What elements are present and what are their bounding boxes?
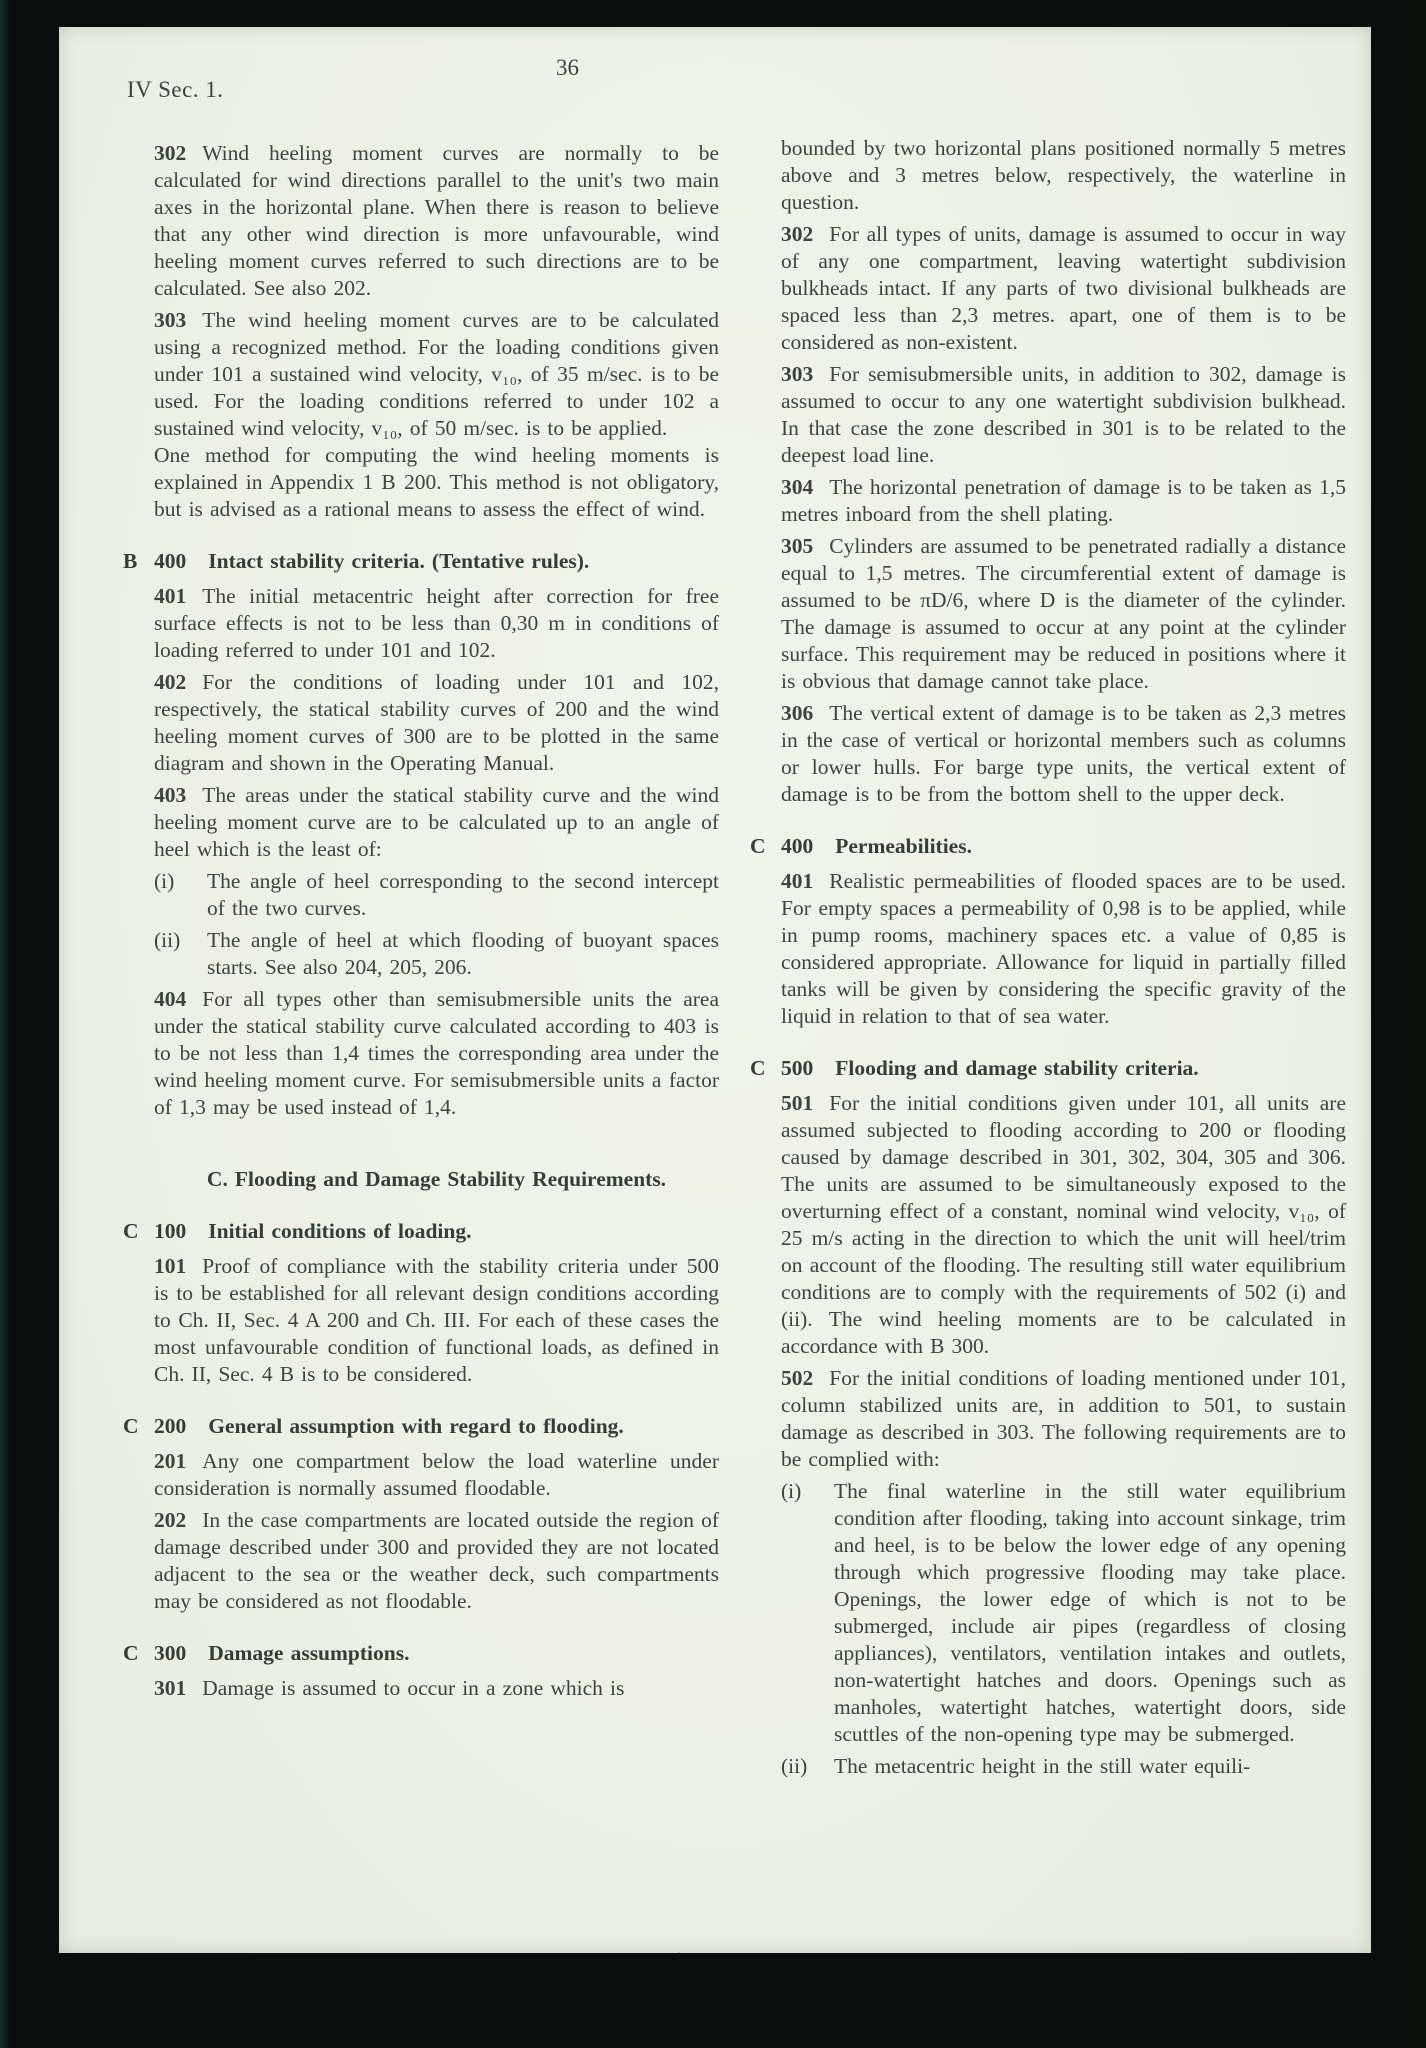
paragraph-text: The areas under the statical stability curve and the wind heeling moment curve are to be calculated up to an angle of heel which is the least of: [154,783,719,861]
section-heading [123,548,719,575]
section-number: 400 [154,549,187,573]
section-title: General assumption with regard to flooding. [208,1414,624,1438]
paragraph-number: 501 [781,1091,814,1115]
paragraph [154,669,719,777]
paragraph-text: One method for computing the wind heeling moments is explained in Appendix 1 B 200. This method is not obligatory, but is advised as a rational means to assess the effect of wind. [154,443,719,521]
paragraph [154,1675,719,1702]
list-item-text: The final waterline in the still water equilibrium condition after flooding, taking into account sinkage, trim and heel, is to be below the lower edge of any opening through which progressive flooding may take place. Openings, the lower edge of which is not to be submerged, include air pipes (regardless of closing appliances), ventilators, ventilation intakes and outlets, non-watertight hatches and doors. Openings such as manholes, watertight hatches, watertight doors, side scuttles of the non-opening type may be submerged. [834,1479,1346,1746]
page-paper [59,27,1371,1953]
section-title: Permeabilities. [835,834,972,858]
paragraph-text: For semisubmersible units, in addition to 302, damage is assumed to occur to any one watertight subdivision bulkhead. In that case the zone described in 301 is to be related to the deepest load line. [781,362,1346,467]
paragraph-number: 305 [781,534,814,558]
section-title: Damage assumptions. [208,1641,410,1665]
paragraph-number: 302 [154,141,187,165]
section-heading [750,833,1346,860]
paragraph-text: Proof of compliance with the stability criteria under 500 is to be established for all relevant design conditions according to Ch. II, Sec. 4 A 200 and Ch. III. For each of these cases the most unfavourable condition of functional loads, as defined in Ch. II, Sec. 4 B is to be considered. [154,1254,719,1386]
section-number: 200 [154,1414,187,1438]
paragraph-text: The horizontal penetration of damage is to be taken as 1,5 metres inboard from the shell plating. [781,475,1346,526]
paragraph [154,1448,719,1502]
paragraph-text: Any one compartment below the load waterline under consideration is normally assumed floodable. [154,1449,719,1500]
paragraph-number: 402 [154,670,187,694]
column-right [750,136,1346,1785]
section-letter: C [750,1056,766,1080]
paragraph-continuation [781,135,1346,216]
paragraph-text: The vertical extent of damage is to be taken as 2,3 metres in the case of vertical or horizontal members such as columns or lower hulls. For barge type units, the vertical extent of damage is to be from the bottom shell to the upper deck. [781,701,1346,806]
section-title: Intact stability criteria. (Tentative rules). [208,549,590,573]
paragraph [781,361,1346,469]
paragraph [154,1507,719,1615]
paragraph [781,474,1346,528]
list-item-text: The angle of heel at which flooding of buoyant spaces starts. See also 204, 205, 206. [207,928,719,979]
section-number: 400 [781,834,814,858]
paragraph-text: For all types of units, damage is assumed to occur in way of any one compartment, leaving watertight subdivision bulkheads intact. If any parts of two divisional bulkheads are spaced less than 2,3 metres. apart, one of them is to be considered as non-existent. [781,222,1346,354]
paragraph-number: 303 [781,362,814,386]
paragraph [781,868,1346,1030]
section-number: 100 [154,1219,187,1243]
paragraph [781,1090,1346,1360]
section-heading [123,1640,719,1667]
page-number: 36 [556,55,579,80]
paragraph-text: Damage is assumed to occur in a zone which is [202,1676,625,1700]
paragraph-text: For the initial conditions of loading mentioned under 101, column stabilized units are, in addition to 501, to sustain damage as described in 303. The following requirements are to be complied with: [781,1366,1346,1471]
list-item [154,868,719,922]
paragraph-number: 304 [781,475,814,499]
list-item-text: The angle of heel corresponding to the second intercept of the two curves. [207,869,719,920]
paragraph-text: For all types other than semisubmersible units the area under the statical stability curve calculated according to 403 is to be not less than 1,4 times the corresponding area under the wind heeling moment curve. For semisubmersible units a factor of 1,3 may be used instead of 1,4. [154,987,719,1119]
list-item-marker: (ii) [781,1754,808,1778]
section-letter: C [123,1641,139,1665]
list-item-text: The metacentric height in the still water equili- [834,1754,1251,1778]
paragraph-number: 303 [154,308,187,332]
section-title: Flooding and damage stability criteria. [835,1056,1199,1080]
paragraph-text: Cylinders are assumed to be penetrated radially a distance equal to 1,5 metres. The circumferential extent of damage is assumed to be πD/6, where D is the diameter of the cylinder. The damage is assumed to occur at any point at the cylinder surface. This requirement may be reduced in positions where it is obvious that damage cannot take place. [781,534,1346,693]
paragraph-text: For the initial conditions given under 101, all units are assumed subjected to flooding according to 200 or flooding caused by damage described in 301, 302, 304, 305 and 306. The units are assumed to be simultaneously exposed to the overturning effect of a constant, nominal wind velocity, v₁₀, of 25 m/s acting in the direction to which the unit will heel/trim on account of the flooding. The resulting still water equilibrium conditions are to comply with the requirements of 502 (i) and (ii). The wind heeling moments are to be calculated in accordance with B 300. [781,1091,1346,1358]
paragraph-text: Wind heeling moment curves are normally to be calculated for wind directions parallel to the unit's two main axes in the horizontal plane. When there is reason to believe that any other wind direction is more unfavourable, wind heeling moment curves referred to such directions are to be calculated. See also 202. [154,141,719,300]
paragraph [781,533,1346,695]
paragraph-number: 302 [781,222,814,246]
list-item-marker: (i) [781,1479,802,1503]
paragraph-number: 301 [154,1676,187,1700]
paragraph [154,986,719,1121]
section-heading [123,1413,719,1440]
paragraph-text: bounded by two horizontal plans positioned normally 5 metres above and 3 metres below, respectively, the waterline in question. [781,136,1346,214]
section-letter: C [750,834,766,858]
paragraph [154,1253,719,1388]
column-left [123,140,719,1707]
paragraph-text: The wind heeling moment curves are to be calculated using a recognized method. For the loading conditions given under 101 a sustained wind velocity, v₁₀, of 35 m/sec. is to be used. For the loading conditions referred to under 102 a sustained wind velocity, v₁₀, of 50 m/sec. is to be applied. [154,308,719,440]
paragraph-number: 201 [154,1449,187,1473]
paragraph-number: 101 [154,1254,187,1278]
paragraph-number: 401 [781,869,814,893]
list-item-marker: (i) [154,869,175,893]
section-letter: C [123,1219,139,1243]
scratch-mark [672,1952,681,1953]
section-number: 500 [781,1056,814,1080]
paragraph-text: For the conditions of loading under 101 and 102, respectively, the statical stability curves of 200 and the wind heeling moment curves of 300 are to be plotted in the same diagram and shown in the Operating Manual. [154,670,719,775]
paragraph-number: 403 [154,783,187,807]
paragraph [154,583,719,664]
section-heading [750,1055,1346,1082]
paragraph-text: The initial metacentric height after correction for free surface effects is not to be less than 0,30 m in conditions of loading referred to under 101 and 102. [154,584,719,662]
section-letter: C [123,1414,139,1438]
paragraph-number: 202 [154,1508,187,1532]
paragraph-number: 404 [154,987,187,1011]
paragraph [154,307,719,442]
paragraph-text: Realistic permeabilities of flooded spaces are to be used. For empty spaces a permeability of 0,98 is to be applied, while in pump rooms, machinery spaces etc. a value of 0,85 is considered appropriate. Allowance for liquid in partially filled tanks will be given by considering the specific gravity of the liquid in relation to that of sea water. [781,869,1346,1028]
paragraph [154,140,719,302]
section-letter: B [123,549,138,573]
section-number: 300 [154,1641,187,1665]
paragraph [781,700,1346,808]
paragraph [781,221,1346,356]
paragraph-number: 502 [781,1366,814,1390]
section-heading [123,1218,719,1245]
paragraph [781,1365,1346,1473]
paragraph [154,782,719,863]
list-item [781,1753,1346,1780]
paragraph-number: 306 [781,701,814,725]
page-header-section-label: IV Sec. 1. [127,77,224,102]
list-item [154,927,719,981]
paragraph-number: 401 [154,584,187,608]
paragraph-continuation [154,442,719,523]
paragraph-text: In the case compartments are located outside the region of damage described under 300 and provided they are not located adjacent to the sea or the weather deck, such compartments may be considered as not floodable. [154,1508,719,1613]
list-item [781,1478,1346,1748]
list-item-marker: (ii) [154,928,181,952]
section-title: Initial conditions of loading. [208,1219,472,1243]
chapter-heading: C. Flooding and Damage Stability Requirements. [206,1167,667,1191]
